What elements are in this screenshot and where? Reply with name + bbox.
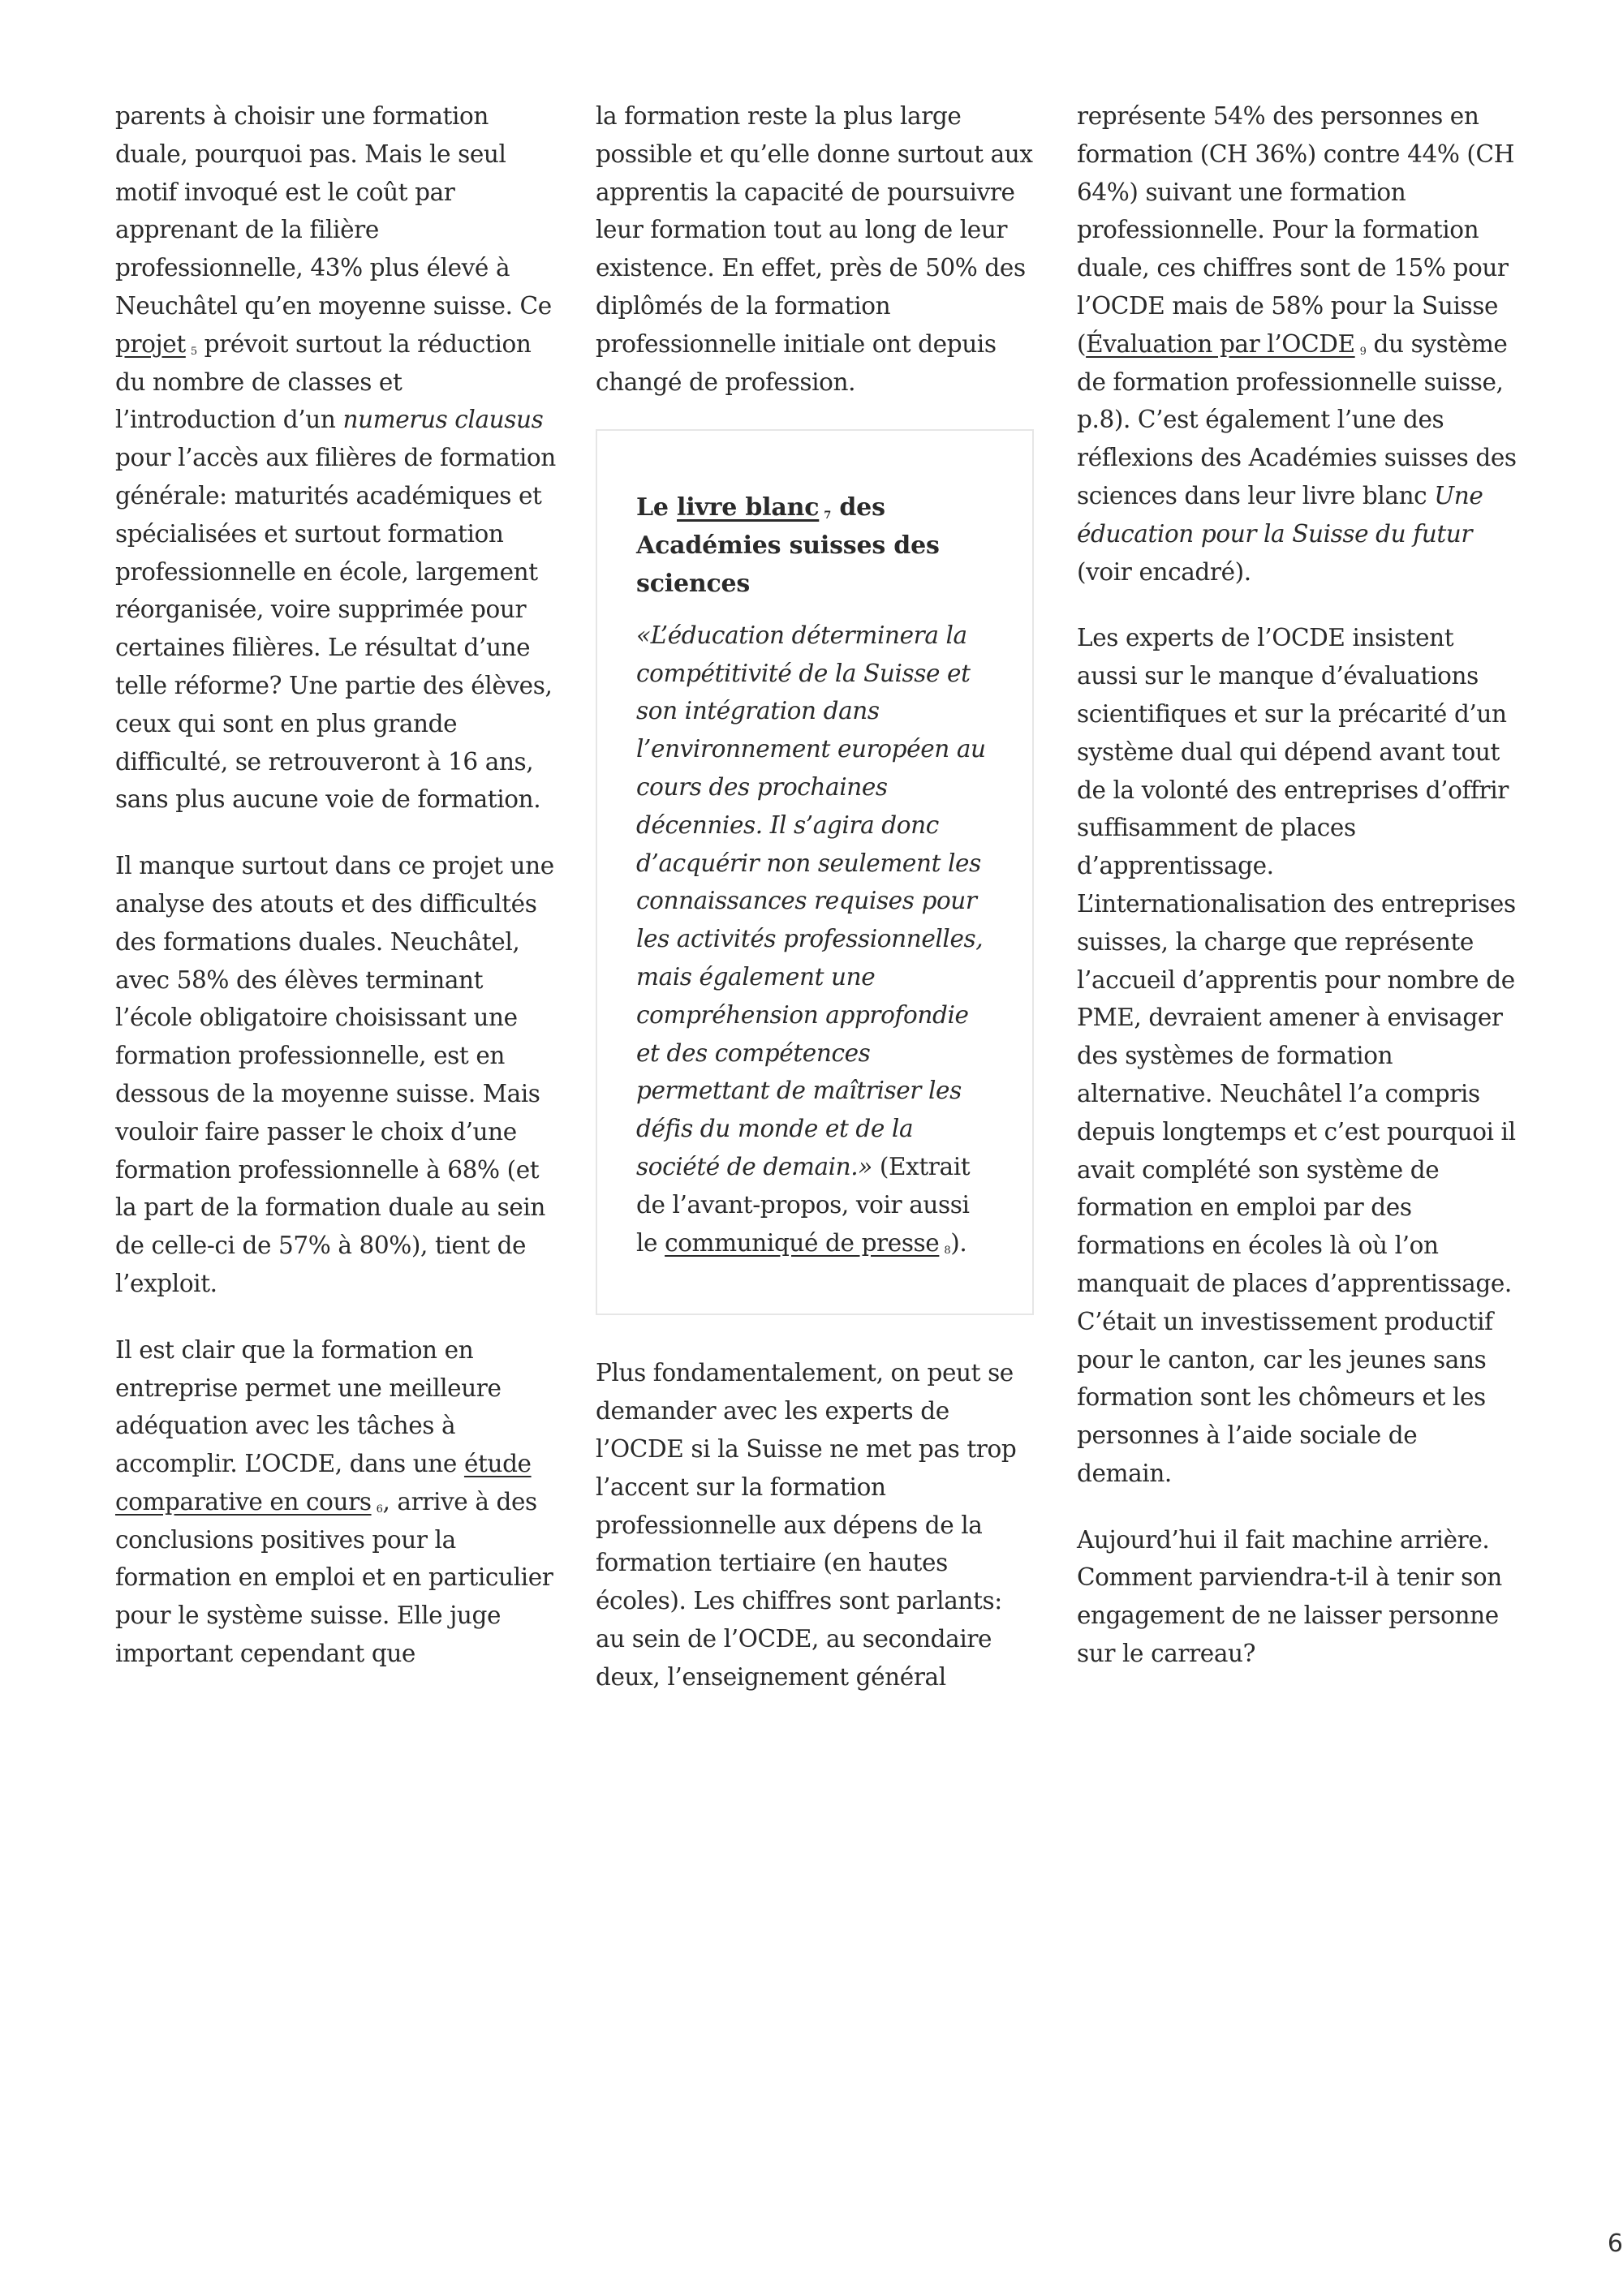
column-2 xyxy=(596,97,1034,1724)
footnote-ref: 7 xyxy=(824,510,832,522)
paragraph: Aujourd’hui il fait machine arrière. Comment parviendra-t-il à tenir son engagement de ne laisser personne sur le carreau? xyxy=(1077,1525,1502,1668)
box-quote: «L’éducation déterminera la compétitivité de la Suisse et son intégration dans l’environnement européen au cours des prochaines décennies. Il s’agira donc d’acquérir non seulement les connaissances requises pour les activités professionnelles, mais également une compréhension approfondie et des compétences permettant de maîtriser les défis du monde et de la société de demain.» (Extrait de l’avant-propos, voir aussi le communiqué de presse $^8$). xyxy=(636,621,986,1257)
link-etude-comparative[interactable]: étude comparative en cours xyxy=(115,1450,532,1516)
sidebar-box xyxy=(596,429,1034,1315)
paragraph: Plus fondamentalement, on peut se demander avec les experts de l’OCDE si la Suisse ne met pas trop l’accent sur la formation professionnelle aux dépens de la formation tertiaire (en hautes écoles). Les chiffres sont parlants: au sein de l’OCDE, au secondaire deux, l’enseignement général xyxy=(596,1359,1017,1691)
paragraph: Il manque surtout dans ce projet une analyse des atouts et des difficultés des formations duales. Neuchâtel, avec 58% des élèves terminant l’école obligatoire choisissant une formation professionnelle, est en dessous de la moyenne suisse. Mais vouloir faire passer le choix d’une formation professionnelle à 68% (et la part de la formation duale au sein de celle-ci de 57% à 80%), tient de l’exploit. xyxy=(115,852,554,1297)
paragraph: Les experts de l’OCDE insistent aussi sur le manque d’évaluations scientifiques et sur la précarité d’un système dual qui dépend avant tout de la volonté des entreprises d’offrir suffisamment de places d’apprentissage. L’internationalisation des entreprises suisses, la charge que représente l’accueil d’apprentis pour nombre de PME, devraient amener à envisager des systèmes de formation alternative. Neuchâtel l’a compris depuis longtemps et c’est pourquoi il avait complété son système de formation en emploi par des formations en écoles là où l’on manquait de places d’apprentissage. C’était un investissement productif pour le canton, car les jeunes sans formation sont les chômeurs et les personnes à l’aide sociale de demain. xyxy=(1077,624,1516,1487)
italic-term: numerus clausus xyxy=(342,406,544,434)
quote-text: «L’éducation déterminera la compétitivité de la Suisse et son intégration dans l’environnement européen au cours des prochaines décennies. Il s’agira donc d’acquérir non seulement les connaissances requises pour les activités professionnelles, mais également une compréhension approfondie et des compétences permettant de maîtriser les défis du monde et de la société de demain.» xyxy=(636,621,986,1180)
paragraph: Il est clair que la formation en entreprise permet une meilleure adéquation avec les tâches à accomplir. L’OCDE, dans une étude comparative en cours $^6$, arrive à des conclusions positives pour la formation en emploi et en particulier pour le système suisse. Elle juge important cependant que xyxy=(115,1335,553,1668)
italic-title: Une éducation pour la Suisse du futur xyxy=(1077,481,1483,548)
column-1 xyxy=(115,97,558,1701)
paragraph: la formation reste la plus large possible et qu’elle donne surtout aux apprentis la capacité de poursuivre leur formation tout au long de leur existence. En effet, près de 50% des diplômés de la formation professionnelle initiale ont depuis changé de profession. xyxy=(596,102,1033,396)
footnote-ref: 5 xyxy=(190,345,197,358)
footnote-ref: 9 xyxy=(1359,345,1367,358)
footnote-ref: 6 xyxy=(376,1503,383,1516)
paragraph: représente 54% des personnes en formation (CH 36%) contre 44% (CH 64%) suivant une formation professionnelle. Pour la formation duale, ces chiffres sont de 15% pour l’OCDE mais de 58% pour la Suisse (Évaluation par l’OCDE $^9$ du système de formation professionnelle suisse, p.8). C’est également l’une des réflexions des Académies suisses des sciences dans leur livre blanc Une éducation pour la Suisse du futur (voir encadré). xyxy=(1077,102,1517,586)
column-3 xyxy=(1077,97,1519,1701)
link-evaluation-ocde[interactable]: Évaluation par l’OCDE xyxy=(1086,329,1355,358)
link-livre-blanc[interactable]: livre blanc xyxy=(677,493,820,522)
page-number: 6 xyxy=(1607,2229,1623,2258)
footnote-ref: 8 xyxy=(944,1244,951,1257)
link-communique[interactable]: communiqué de presse xyxy=(665,1228,940,1257)
box-title: Le livre blanc $^7$ des Académies suisses des sciences xyxy=(636,493,940,598)
link-projet[interactable]: projet xyxy=(115,329,186,358)
paragraph: parents à choisir une formation duale, pourquoi pas. Mais le seul motif invoqué est le coût par apprenant de la filière professionnelle, 43% plus élevé à Neuchâtel qu’en moyenne suisse. Ce projet $^5$ prévoit surtout la réduction du nombre de classes et l’introduction d’un numerus clausus pour l’accès aux filières de formation générale: maturités académiques et spécialisées et surtout formation professionnelle en école, largement réorganisée, voire supprimée pour certaines filières. Le résultat d’une telle réforme? Une partie des élèves, ceux qui sont en plus grande difficulté, se retrouveront à 16 ans, sans plus aucune voie de formation. xyxy=(115,102,556,814)
